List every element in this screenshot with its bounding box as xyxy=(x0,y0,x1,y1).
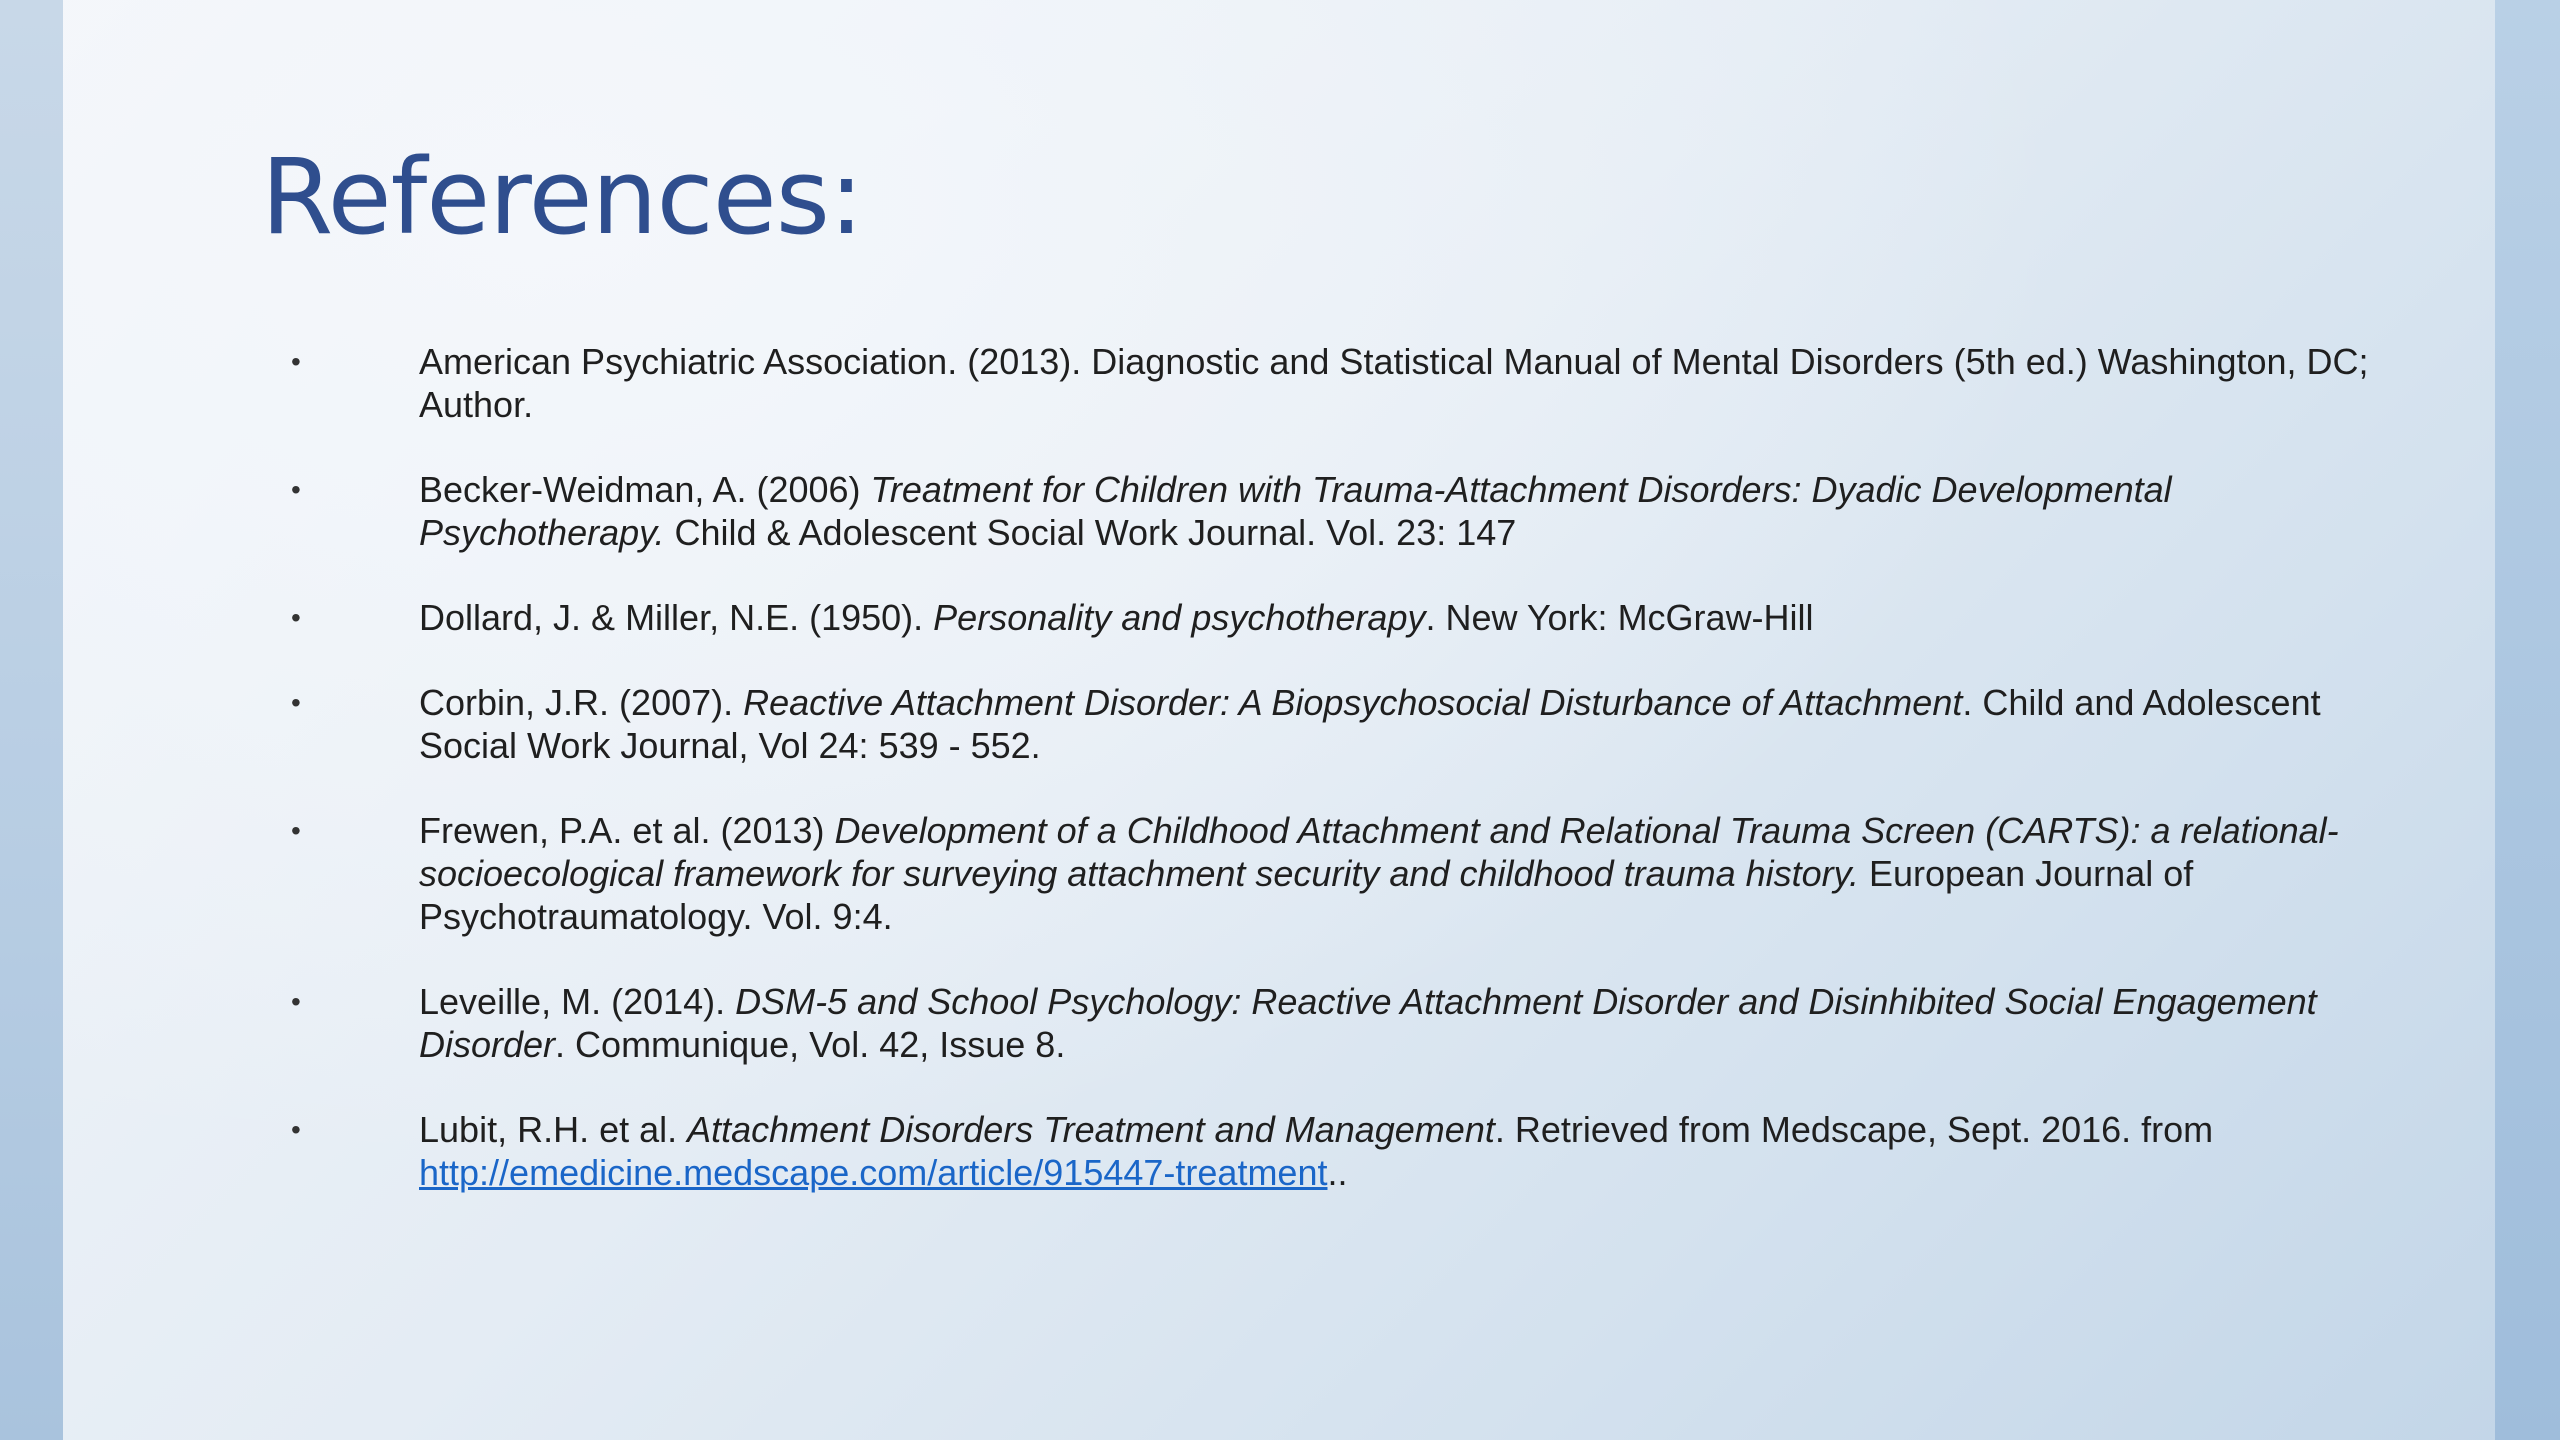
reference-title-italic: DSM-5 and School Psychology: Reactive Attachment Disorder and Disinhibited Social Engagement Disorder xyxy=(419,981,2317,1065)
reference-item xyxy=(291,1108,2401,1194)
reference-text: Lubit, R.H. et al. xyxy=(419,1109,688,1150)
reference-item xyxy=(291,980,2401,1066)
reference-text: . Communique, Vol. 42, Issue 8. xyxy=(555,1024,1066,1065)
reference-text: Corbin, J.R. (2007). xyxy=(419,682,744,723)
reference-text: . New York: McGraw-Hill xyxy=(1425,597,1814,638)
reference-text: Dollard, J. & Miller, N.E. (1950). xyxy=(419,597,934,638)
reference-title-italic: Development of a Childhood Attachment and Relational Trauma Screen (CARTS): a relational-socioecological framework for surveying attachment security and childhood trauma history. xyxy=(419,810,2339,894)
bullet-icon: • xyxy=(291,346,301,377)
reference-text: . Child and Adolescent Social Work Journal, Vol 24: 539 - 552. xyxy=(419,682,2321,766)
left-letterbox xyxy=(0,0,63,1440)
reference-list xyxy=(291,340,2401,1236)
bullet-icon: • xyxy=(291,474,301,505)
bullet-icon: • xyxy=(291,1114,301,1145)
bullet-icon: • xyxy=(291,687,301,718)
reference-item xyxy=(291,596,2401,639)
slide xyxy=(63,0,2495,1440)
slide-title: References: xyxy=(261,136,863,258)
reference-text: Becker-Weidman, A. (2006) xyxy=(419,469,871,510)
bullet-icon: • xyxy=(291,986,301,1017)
reference-text: European Journal of Psychotraumatology. Vol. 9:4. xyxy=(419,853,2194,937)
reference-title-italic: Personality and psychotherapy xyxy=(933,597,1426,638)
reference-title-italic: Attachment Disorders Treatment and Management xyxy=(687,1109,1495,1150)
reference-item xyxy=(291,681,2401,767)
reference-title-italic: Treatment for Children with Trauma-Attachment Disorders: Dyadic Developmental Psychotherapy. xyxy=(419,469,2172,553)
reference-text: Leveille, M. (2014). xyxy=(419,981,736,1022)
bullet-icon: • xyxy=(291,602,301,633)
reference-item xyxy=(291,468,2401,554)
reference-item xyxy=(291,809,2401,938)
reference-text: . Retrieved from Medscape, Sept. 2016. from xyxy=(1494,1109,2214,1150)
reference-item xyxy=(291,340,2401,426)
reference-link[interactable]: http://emedicine.medscape.com/article/915447-treatment xyxy=(419,1152,1328,1193)
right-letterbox xyxy=(2495,0,2560,1440)
reference-text: Child & Adolescent Social Work Journal. Vol. 23: 147 xyxy=(664,512,1517,553)
bullet-icon: • xyxy=(291,815,301,846)
reference-text: .. xyxy=(1327,1152,1348,1193)
reference-text: American Psychiatric Association. (2013). Diagnostic and Statistical Manual of Mental Disorders (5th ed.) Washington, DC; Author. xyxy=(419,341,2369,425)
reference-text: Frewen, P.A. et al. (2013) xyxy=(419,810,835,851)
reference-title-italic: Reactive Attachment Disorder: A Biopsychosocial Disturbance of Attachment xyxy=(743,682,1963,723)
